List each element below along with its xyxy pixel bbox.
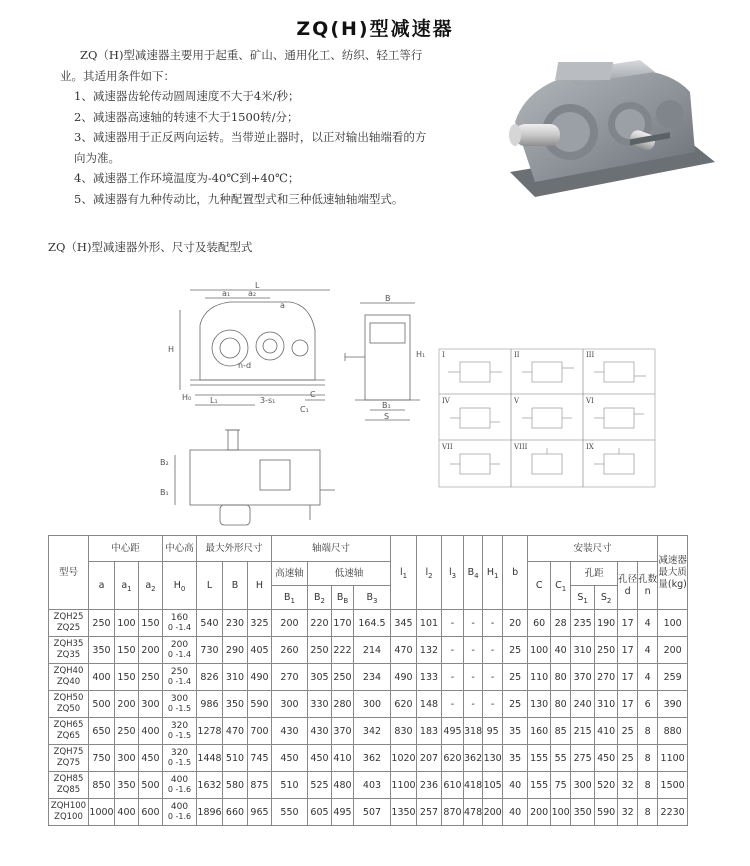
cell-B4: 403 — [354, 772, 391, 799]
cell-B3: 495 — [332, 799, 354, 826]
cell-h0: 250 0 -1.4 — [163, 664, 197, 691]
cell-S1: 370 — [571, 664, 595, 691]
cell-H: 590 — [248, 691, 272, 718]
cell-n: 8 — [638, 772, 658, 799]
cell-H1: 130 — [483, 745, 503, 772]
cell-l3: 620 — [442, 745, 464, 772]
cell-b: 40 — [503, 772, 528, 799]
cell-S1: 215 — [571, 718, 595, 745]
cell-l2: 207 — [417, 745, 442, 772]
cell-B1: 550 — [272, 799, 308, 826]
cell-C: 160 — [528, 718, 551, 745]
cell-d: 25 — [618, 718, 638, 745]
cell-n: 8 — [638, 745, 658, 772]
cell-l4: - — [464, 637, 483, 664]
reducer-photo — [490, 52, 720, 222]
cell-B2: 605 — [308, 799, 332, 826]
intro-text — [60, 45, 430, 209]
cell-l3: 870 — [442, 799, 464, 826]
th-low-speed: 低速轴 — [308, 562, 391, 586]
assembly-config-grid — [438, 348, 656, 488]
cell-b: 35 — [503, 718, 528, 745]
cell-S2: 250 — [595, 637, 618, 664]
cell-b: 25 — [503, 637, 528, 664]
th-s2: $S_2$ — [595, 586, 618, 610]
cell-B3: 410 — [332, 745, 354, 772]
cell-b: 20 — [503, 610, 528, 637]
config-4-label: IV — [442, 397, 450, 405]
side-view-drawing — [340, 295, 430, 430]
cell-n: 4 — [638, 610, 658, 637]
cell-C1: 55 — [551, 745, 571, 772]
cell-B4: 507 — [354, 799, 391, 826]
cell-L: 1278 — [197, 718, 223, 745]
cell-w: 100 — [658, 610, 688, 637]
cell-C: 100 — [528, 637, 551, 664]
model-cell: ZQH50 ZQ50 — [49, 691, 89, 718]
cell-d: 17 — [618, 610, 638, 637]
cell-B3: 370 — [332, 718, 354, 745]
label-C: C — [310, 390, 316, 399]
cell-b: 25 — [503, 664, 528, 691]
cell-B2: 525 — [308, 772, 332, 799]
label-S: S — [384, 412, 390, 421]
intro-item-5: 5、减速器有九种传动比，九种配置型式和三种低速轴轴端型式。 — [74, 191, 404, 206]
cell-l1: 1020 — [391, 745, 417, 772]
cell-B2: 450 — [308, 745, 332, 772]
cell-a: 400 — [89, 664, 115, 691]
th-b3b: $B_3$ — [354, 586, 391, 610]
th-weight: 减速器最大质量(kg) — [658, 536, 688, 610]
cell-w: 1500 — [658, 772, 688, 799]
front-view-drawing — [160, 280, 335, 425]
intro-item-4: 4、减速器工作环境温度为-40℃到+40℃； — [74, 171, 300, 185]
cell-H: 875 — [248, 772, 272, 799]
cell-L: 540 — [197, 610, 223, 637]
cell-S1: 275 — [571, 745, 595, 772]
cell-d: 17 — [618, 637, 638, 664]
cell-h0: 300 0 -1.5 — [163, 691, 197, 718]
cell-L: 1896 — [197, 799, 223, 826]
cell-B2: 330 — [308, 691, 332, 718]
cell-a1: 200 — [115, 691, 139, 718]
cell-B: 510 — [223, 745, 248, 772]
cell-C1: 80 — [551, 664, 571, 691]
cell-B1: 430 — [272, 718, 308, 745]
th-l3: $l_3$ — [442, 536, 464, 610]
cell-C1: 80 — [551, 691, 571, 718]
cell-S2: 450 — [595, 745, 618, 772]
cell-B3: 170 — [332, 610, 354, 637]
th-shaft-dims: 轴端尺寸 — [272, 536, 391, 562]
cell-B4: 164.5 — [354, 610, 391, 637]
cell-a1: 250 — [115, 718, 139, 745]
cell-B: 470 — [223, 718, 248, 745]
cell-l1: 830 — [391, 718, 417, 745]
label-H1: H₁ — [416, 350, 426, 359]
cell-C1: 100 — [551, 799, 571, 826]
cell-a1: 100 — [115, 610, 139, 637]
cell-h0: 200 0 -1.4 — [163, 637, 197, 664]
cell-B2: 305 — [308, 664, 332, 691]
th-hole-dia: 孔径 d — [618, 562, 638, 610]
cell-C: 60 — [528, 610, 551, 637]
cell-h0: 400 0 -1.6 — [163, 799, 197, 826]
cell-h0: 320 0 -1.5 — [163, 718, 197, 745]
th-h1: $H_1$ — [483, 536, 503, 610]
cell-l2: 148 — [417, 691, 442, 718]
cell-C: 110 — [528, 664, 551, 691]
cell-C1: 40 — [551, 637, 571, 664]
cell-a2: 450 — [139, 745, 163, 772]
cell-S2: 590 — [595, 799, 618, 826]
cell-S2: 270 — [595, 664, 618, 691]
table-row — [49, 691, 688, 718]
cell-B4: 342 — [354, 718, 391, 745]
label-H0: H₀ — [182, 393, 192, 402]
dimensions-subtitle: ZQ（H)型减速器外形、尺寸及装配型式 — [48, 240, 253, 254]
cell-a2: 250 — [139, 664, 163, 691]
cell-l1: 490 — [391, 664, 417, 691]
cell-a2: 600 — [139, 799, 163, 826]
cell-l2: 133 — [417, 664, 442, 691]
table-row — [49, 610, 688, 637]
cell-d: 17 — [618, 691, 638, 718]
label-B: B — [385, 295, 391, 303]
model-cell: ZQH40 ZQ40 — [49, 664, 89, 691]
th-a: a — [89, 562, 115, 610]
model-cell: ZQH100 ZQ100 — [49, 799, 89, 826]
cell-B3: 250 — [332, 664, 354, 691]
th-max-dims: 最大外形尺寸 — [197, 536, 272, 562]
th-l2: $l_2$ — [417, 536, 442, 610]
cell-d: 17 — [618, 664, 638, 691]
cell-S1: 300 — [571, 772, 595, 799]
cell-B3: 280 — [332, 691, 354, 718]
cell-a1: 300 — [115, 745, 139, 772]
cell-C1: 28 — [551, 610, 571, 637]
model-cell: ZQH85 ZQ85 — [49, 772, 89, 799]
cell-a1: 150 — [115, 637, 139, 664]
cell-l4: - — [464, 664, 483, 691]
cell-B1: 270 — [272, 664, 308, 691]
label-B1: B₁ — [382, 401, 391, 410]
cell-l4: - — [464, 610, 483, 637]
cell-l1: 1100 — [391, 772, 417, 799]
table-row — [49, 637, 688, 664]
th-s1: $S_1$ — [571, 586, 595, 610]
th-h0: $H_0$ — [163, 562, 197, 610]
cell-H: 700 — [248, 718, 272, 745]
cell-n: 8 — [638, 718, 658, 745]
cell-w: 1100 — [658, 745, 688, 772]
cell-h0: 160 0 -1.4 — [163, 610, 197, 637]
cell-L: 1448 — [197, 745, 223, 772]
cell-a2: 200 — [139, 637, 163, 664]
spec-table — [48, 535, 688, 826]
cell-B1: 300 — [272, 691, 308, 718]
cell-H1: - — [483, 610, 503, 637]
th-c1: $C_1$ — [551, 562, 571, 610]
cell-l1: 345 — [391, 610, 417, 637]
cell-B: 230 — [223, 610, 248, 637]
config-5-label: V — [514, 397, 520, 405]
cell-l3: - — [442, 637, 464, 664]
th-a2: $a_2$ — [139, 562, 163, 610]
cell-B4: 214 — [354, 637, 391, 664]
model-cell: ZQH65 ZQ65 — [49, 718, 89, 745]
cell-C: 155 — [528, 745, 551, 772]
label-a: a — [280, 301, 285, 310]
cell-B: 660 — [223, 799, 248, 826]
cell-a1: 150 — [115, 664, 139, 691]
cell-B3: 222 — [332, 637, 354, 664]
table-row — [49, 799, 688, 826]
cell-H1: 200 — [483, 799, 503, 826]
intro-item-1: 1、减速器齿轮传动圆周速度不大于4米/秒； — [74, 89, 300, 103]
cell-w: 390 — [658, 691, 688, 718]
cell-B4: 234 — [354, 664, 391, 691]
cell-B2: 430 — [308, 718, 332, 745]
cell-H1: 95 — [483, 718, 503, 745]
top-view-drawing — [150, 425, 340, 535]
cell-h0: 400 0 -1.6 — [163, 772, 197, 799]
cell-H: 405 — [248, 637, 272, 664]
label-B1-top: B₁ — [160, 488, 169, 497]
config-3-label: III — [586, 351, 595, 359]
cell-C: 130 — [528, 691, 551, 718]
cell-l2: 183 — [417, 718, 442, 745]
cell-l1: 1350 — [391, 799, 417, 826]
cell-h0: 320 0 -1.5 — [163, 745, 197, 772]
cell-l2: 132 — [417, 637, 442, 664]
cell-B: 310 — [223, 664, 248, 691]
cell-B: 580 — [223, 772, 248, 799]
th-high-speed: 高速轴 — [272, 562, 308, 586]
th-b: b — [503, 536, 528, 610]
cell-l4: 362 — [464, 745, 483, 772]
cell-w: 880 — [658, 718, 688, 745]
th-b2: $B_2$ — [308, 586, 332, 610]
cell-H1: - — [483, 637, 503, 664]
cell-n: 4 — [638, 664, 658, 691]
config-9-label: IX — [586, 443, 594, 451]
cell-B1: 200 — [272, 610, 308, 637]
cell-S1: 235 — [571, 610, 595, 637]
cell-w: 2230 — [658, 799, 688, 826]
th-b1: $B_1$ — [272, 586, 308, 610]
th-model: 型号 — [49, 536, 89, 610]
label-a1: a₁ — [222, 289, 231, 298]
cell-w: 200 — [658, 637, 688, 664]
intro-item-3: 3、减速器用于正反两向运转。当带逆止器时，以正对输出轴端看的方向为准。 — [74, 130, 427, 165]
th-b4: $B_4$ — [464, 536, 483, 610]
th-l1: $l_1$ — [391, 536, 417, 610]
cell-b: 40 — [503, 799, 528, 826]
cell-S1: 240 — [571, 691, 595, 718]
cell-a: 750 — [89, 745, 115, 772]
config-7-label: VII — [442, 443, 453, 451]
th-a1: $a_1$ — [115, 562, 139, 610]
th-install: 安装尺寸 — [528, 536, 658, 562]
label-C1: C₁ — [300, 405, 309, 414]
cell-L: 826 — [197, 664, 223, 691]
table-row — [49, 718, 688, 745]
cell-B1: 510 — [272, 772, 308, 799]
cell-l3: 495 — [442, 718, 464, 745]
cell-C1: 75 — [551, 772, 571, 799]
cell-l3: - — [442, 691, 464, 718]
cell-a2: 500 — [139, 772, 163, 799]
config-8-label: VIII — [514, 443, 528, 451]
spec-table-body — [49, 610, 688, 826]
cell-a: 250 — [89, 610, 115, 637]
cell-C1: 85 — [551, 718, 571, 745]
cell-l3: - — [442, 664, 464, 691]
th-hole-dist: 孔距 — [571, 562, 618, 586]
cell-l1: 620 — [391, 691, 417, 718]
cell-a: 650 — [89, 718, 115, 745]
cell-b: 25 — [503, 691, 528, 718]
cell-l1: 470 — [391, 637, 417, 664]
cell-a: 500 — [89, 691, 115, 718]
cell-B1: 260 — [272, 637, 308, 664]
cell-l4: 478 — [464, 799, 483, 826]
label-a2: a₂ — [248, 289, 257, 298]
cell-n: 8 — [638, 799, 658, 826]
model-cell: ZQH75 ZQ75 — [49, 745, 89, 772]
cell-B1: 450 — [272, 745, 308, 772]
cell-B2: 220 — [308, 610, 332, 637]
cell-l4: 318 — [464, 718, 483, 745]
cell-l2: 257 — [417, 799, 442, 826]
cell-d: 25 — [618, 745, 638, 772]
cell-S1: 350 — [571, 799, 595, 826]
model-cell: ZQH35 ZQ35 — [49, 637, 89, 664]
intro-lead: ZQ（H)型减速器主要用于起重、矿山、通用化工、纺织、轻工等行业。其适用条件如下： — [60, 48, 423, 83]
cell-B2: 250 — [308, 637, 332, 664]
cell-a2: 150 — [139, 610, 163, 637]
cell-B: 290 — [223, 637, 248, 664]
cell-L: 730 — [197, 637, 223, 664]
table-row — [49, 664, 688, 691]
cell-l2: 236 — [417, 772, 442, 799]
th-b3: $B_B$ — [332, 586, 354, 610]
th-hole-count: 孔数 n — [638, 562, 658, 610]
cell-H: 325 — [248, 610, 272, 637]
th-B: B — [223, 562, 248, 610]
label-B2: B₂ — [160, 458, 169, 467]
cell-S2: 520 — [595, 772, 618, 799]
config-1-label: I — [442, 351, 445, 359]
cell-B4: 300 — [354, 691, 391, 718]
config-2-label: II — [514, 351, 520, 359]
cell-n: 4 — [638, 637, 658, 664]
cell-n: 6 — [638, 691, 658, 718]
cell-S2: 310 — [595, 691, 618, 718]
cell-C: 200 — [528, 799, 551, 826]
cell-S2: 190 — [595, 610, 618, 637]
cell-S1: 310 — [571, 637, 595, 664]
intro-item-2: 2、减速器高速轴的转速不大于1500转/分； — [74, 109, 299, 124]
th-center-height: 中心高 — [163, 536, 197, 562]
th-center-distance: 中心距 — [89, 536, 163, 562]
cell-l3: 610 — [442, 772, 464, 799]
label-nd: n-d — [238, 361, 252, 370]
table-row — [49, 745, 688, 772]
label-L1: L₁ — [210, 396, 218, 405]
cell-a: 1000 — [89, 799, 115, 826]
cell-S2: 410 — [595, 718, 618, 745]
cell-a: 850 — [89, 772, 115, 799]
cell-a1: 400 — [115, 799, 139, 826]
cell-B3: 480 — [332, 772, 354, 799]
cell-H: 965 — [248, 799, 272, 826]
cell-a: 350 — [89, 637, 115, 664]
model-cell: ZQH25 ZQ25 — [49, 610, 89, 637]
table-row — [49, 772, 688, 799]
cell-B4: 362 — [354, 745, 391, 772]
label-H: H — [168, 345, 175, 354]
cell-l2: 101 — [417, 610, 442, 637]
cell-a1: 350 — [115, 772, 139, 799]
cell-d: 32 — [618, 772, 638, 799]
cell-l3: - — [442, 610, 464, 637]
cell-a2: 400 — [139, 718, 163, 745]
th-c: C — [528, 562, 551, 610]
cell-b: 35 — [503, 745, 528, 772]
cell-H1: 105 — [483, 772, 503, 799]
label-s1: 3-s₁ — [260, 396, 276, 405]
th-L: L — [197, 562, 223, 610]
config-6-label: VI — [586, 397, 594, 405]
cell-C: 155 — [528, 772, 551, 799]
th-H: H — [248, 562, 272, 610]
cell-w: 259 — [658, 664, 688, 691]
cell-L: 986 — [197, 691, 223, 718]
cell-H1: - — [483, 691, 503, 718]
cell-L: 1632 — [197, 772, 223, 799]
cell-d: 32 — [618, 799, 638, 826]
cell-a2: 300 — [139, 691, 163, 718]
cell-B: 350 — [223, 691, 248, 718]
cell-l4: 418 — [464, 772, 483, 799]
cell-l4: - — [464, 691, 483, 718]
label-L: L — [255, 281, 260, 290]
page-title: ZQ(H)型减速器 — [296, 18, 454, 40]
cell-H: 745 — [248, 745, 272, 772]
cell-H1: - — [483, 664, 503, 691]
cell-H: 490 — [248, 664, 272, 691]
